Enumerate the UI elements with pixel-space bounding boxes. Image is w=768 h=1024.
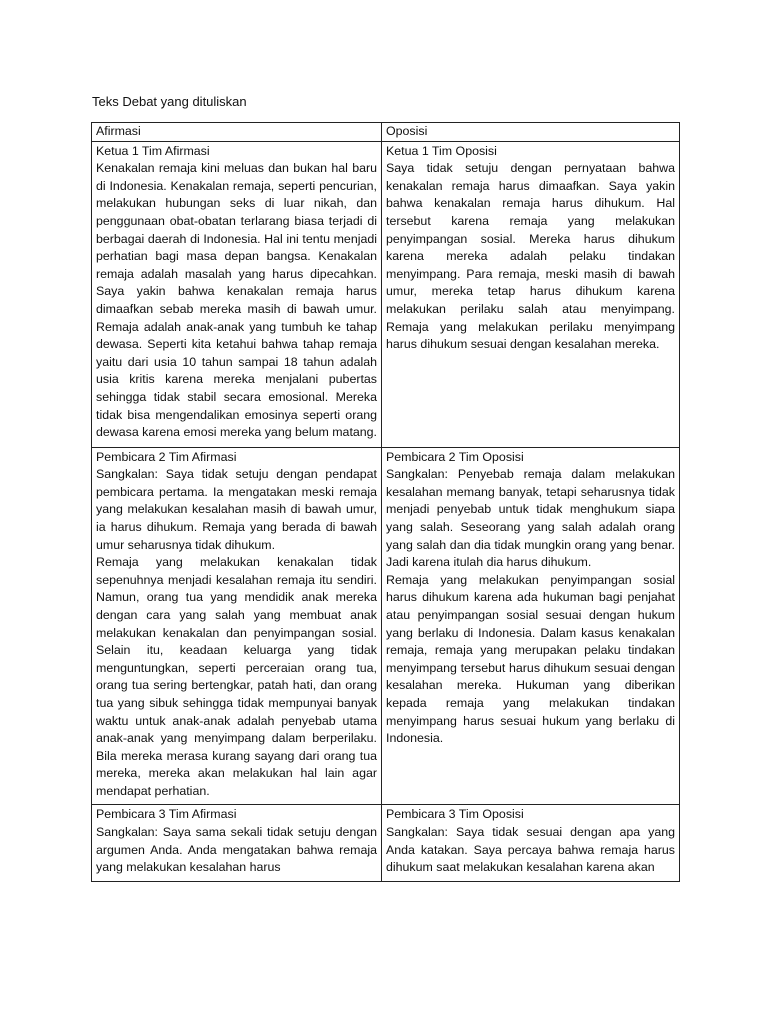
speech-paragraph: Sangkalan: Saya sama sekali tidak setuju dengan argumen Anda. Anda mengatakan bahwa remaja yang melakukan kesalahan harus	[96, 825, 377, 875]
speech-paragraph: Sangkalan: Penyebab remaja dalam melakukan kesalahan memang banyak, tetapi seharusnya tidak menjadi penyebab untuk tidak menghukum siapa yang salah. Seseorang yang salah adalah orang yang salah dan dia tidak mungkin orang yang benar. Jadi karena itulah dia harus dihukum.	[386, 467, 675, 570]
speech-paragraph: Sangkalan: Saya tidak setuju dengan pendapat pembicara pertama. Ia mengatakan meski remaja yang melakukan kesalahan masih di bawah umur, ia harus dihukum. Remaja yang berada di bawah umur seharusnya tidak dihukum.	[96, 467, 377, 552]
cell-ketua-1-oposisi	[382, 141, 680, 447]
header-oposisi: Oposisi	[382, 123, 680, 142]
speaker-title: Pembicara 2 Tim Afirmasi	[96, 449, 237, 464]
speech-paragraph: Saya tidak setuju dengan pernyataan bahwa kenakalan remaja harus dimaafkan. Saya yakin bahwa kenakalan remaja harus dihukum. Hal tersebut karena remaja yang melakukan penyimpangan sosial. Mereka harus dihukum karena mereka adalah pelaku tindakan menyimpang. Para remaja, meski masih di bawah umur, mereka tetap harus dihukum karena melakukan perilaku salah atau menyimpang. Remaja yang melakukan perilaku menyimpang harus dihukum sesuai dengan kesalahan mereka.	[386, 161, 675, 352]
speaker-title: Ketua 1 Tim Afirmasi	[96, 143, 210, 158]
table-row	[92, 447, 680, 805]
speaker-title: Pembicara 2 Tim Oposisi	[386, 449, 524, 464]
document-title: Teks Debat yang dituliskan	[92, 94, 247, 109]
cell-pembicara-2-afirmasi	[92, 447, 382, 805]
debate-table	[91, 122, 680, 882]
page-bottom-margin	[91, 904, 681, 1024]
table-header-row	[92, 123, 680, 142]
cell-pembicara-2-oposisi	[382, 447, 680, 805]
cell-pembicara-3-afirmasi	[92, 805, 382, 881]
cell-ketua-1-afirmasi	[92, 141, 382, 447]
speech-paragraph: Remaja yang melakukan penyimpangan sosial harus dihukum karena ada hukuman bagi penjahat atau penyimpangan sosial sesuai dengan hukum yang berlaku di Indonesia. Dalam kasus kenakalan remaja, remaja yang merupakan pelaku tindakan menyimpang tersebut harus dihukum sesuai dengan kesalahan mereka. Hukuman yang diberikan kepada remaja yang melakukan tindakan menyimpang harus sesuai hukum yang berlaku di Indonesia.	[386, 572, 675, 746]
cell-pembicara-3-oposisi	[382, 805, 680, 881]
table-row	[92, 141, 680, 447]
speaker-title: Pembicara 3 Tim Oposisi	[386, 807, 524, 822]
speech-paragraph: Remaja yang melakukan kenakalan tidak sepenuhnya menjadi kesalahan remaja itu sendiri. Namun, orang tua yang mendidik anak mereka dengan cara yang salah yang membuat anak melakukan kenakalan dan penyimpangan sosial. Selain itu, keadaan keluarga yang tidak menguntungkan, seperti perceraian orang tua, orang tua sering bertengkar, patah hati, dan orang tua yang sibuk sehingga tidak mempunyai banyak waktu untuk anak-anak adalah penyebab utama anak-anak yang menyimpang dalam berperilaku. Bila mereka merasa kurang sayang dari orang tua mereka, mereka akan melakukan hal lain agar mendapat perhatian.	[96, 555, 377, 798]
speaker-title: Pembicara 3 Tim Afirmasi	[96, 807, 237, 822]
table-row	[92, 805, 680, 881]
header-afirmasi: Afirmasi	[92, 123, 382, 142]
speech-paragraph: Kenakalan remaja kini meluas dan bukan hal baru di Indonesia. Kenakalan remaja, seperti pencurian, melakukan hubungan seks di luar nikah, dan penggunaan obat-obatan terlarang biasa terjadi di berbagai daerah di Indonesia. Hal ini tentu menjadi perhatian bagi masa depan bangsa. Kenakalan remaja adalah masalah yang harus dipecahkan. Saya yakin bahwa kenakalan remaja harus dimaafkan sebab mereka masih di bawah umur. Remaja adalah anak-anak yang tumbuh ke tahap dewasa. Seperti kita ketahui bahwa tahap remaja yaitu dari usia 10 tahun sampai 18 tahun adalah usia kritis karena mereka menjalani pubertas sehingga tidak stabil secara emosional. Mereka tidak bisa mengendalikan emosinya seperti orang dewasa karena emosi mereka yang belum matang.	[96, 161, 378, 440]
speech-paragraph: Sangkalan: Saya tidak sesuai dengan apa yang Anda katakan. Saya percaya bahwa remaja harus dihukum saat melakukan kesalahan karena akan	[386, 825, 675, 875]
speaker-title: Ketua 1 Tim Oposisi	[386, 143, 497, 158]
